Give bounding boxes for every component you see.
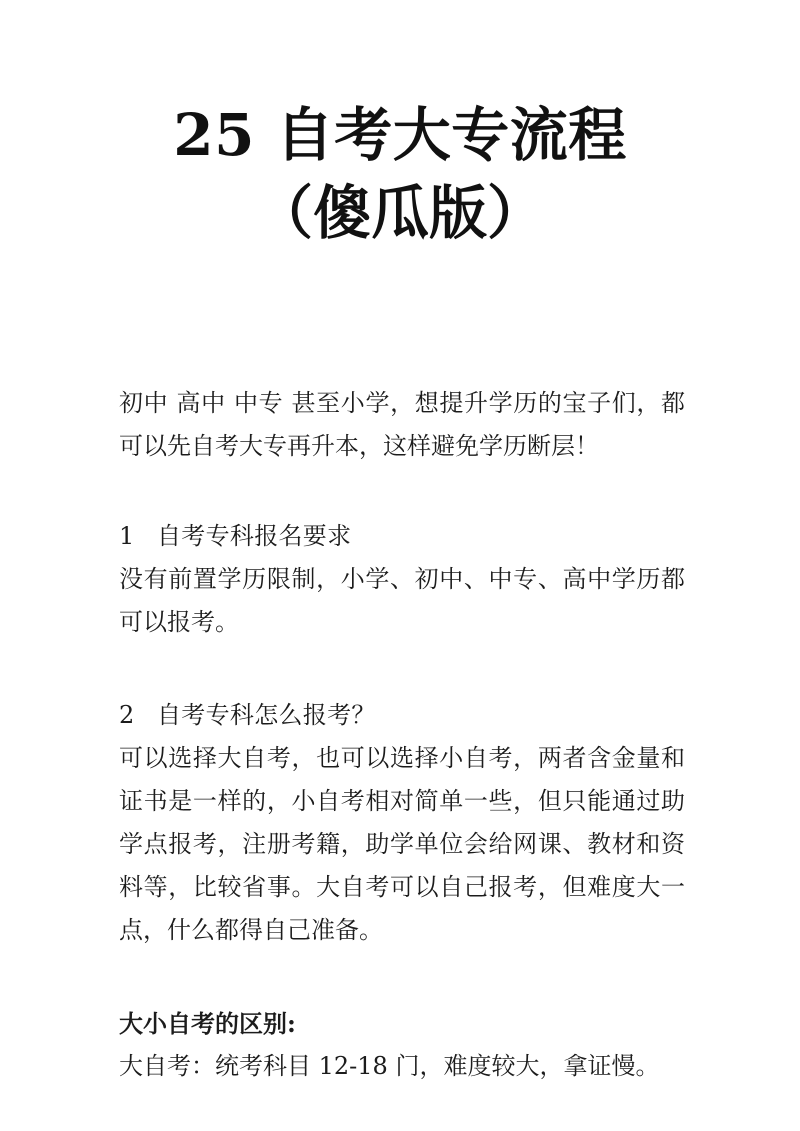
document-title-block	[0, 0, 800, 252]
section-1-body: 没有前置学历限制，小学、初中、中专、高中学历都可以报考。	[119, 565, 685, 636]
section-1-number: 1	[119, 522, 135, 550]
document-body	[119, 382, 685, 1088]
section-2-heading-label: 自考专科怎么报考？	[157, 701, 376, 729]
section-2-heading	[119, 694, 685, 737]
section-2-body: 可以选择大自考，也可以选择小自考，两者含金量和证书是一样的，小自考相对简单一些，但只能通过助学点报考，注册考籍，助学单位会给网课、教材和资料等，比较省事。大自考可以自己报考，但难度大一点，什么都得自己准备。	[119, 744, 685, 944]
document-title-line-1: 25 自考大专流程	[173, 101, 627, 169]
spacer-after-section-1	[119, 644, 685, 694]
comparison-item-1: 大自考：统考科目 12-18 门，难度较大，拿证慢。	[119, 1052, 660, 1080]
spacer-after-intro	[119, 468, 685, 515]
intro-paragraph: 初中 高中 中专 甚至小学，想提升学历的宝子们，都可以先自考大专再升本，这样避免学历断层！	[119, 389, 685, 460]
section-2-number: 2	[119, 701, 135, 729]
spacer-after-section-2	[119, 952, 685, 1002]
comparison-heading: 大小自考的区别:	[119, 1009, 296, 1038]
section-1-heading	[119, 515, 685, 558]
section-1-heading-label: 自考专科报名要求	[157, 522, 352, 550]
document-title-line-2: （傻瓜版）	[254, 179, 545, 247]
